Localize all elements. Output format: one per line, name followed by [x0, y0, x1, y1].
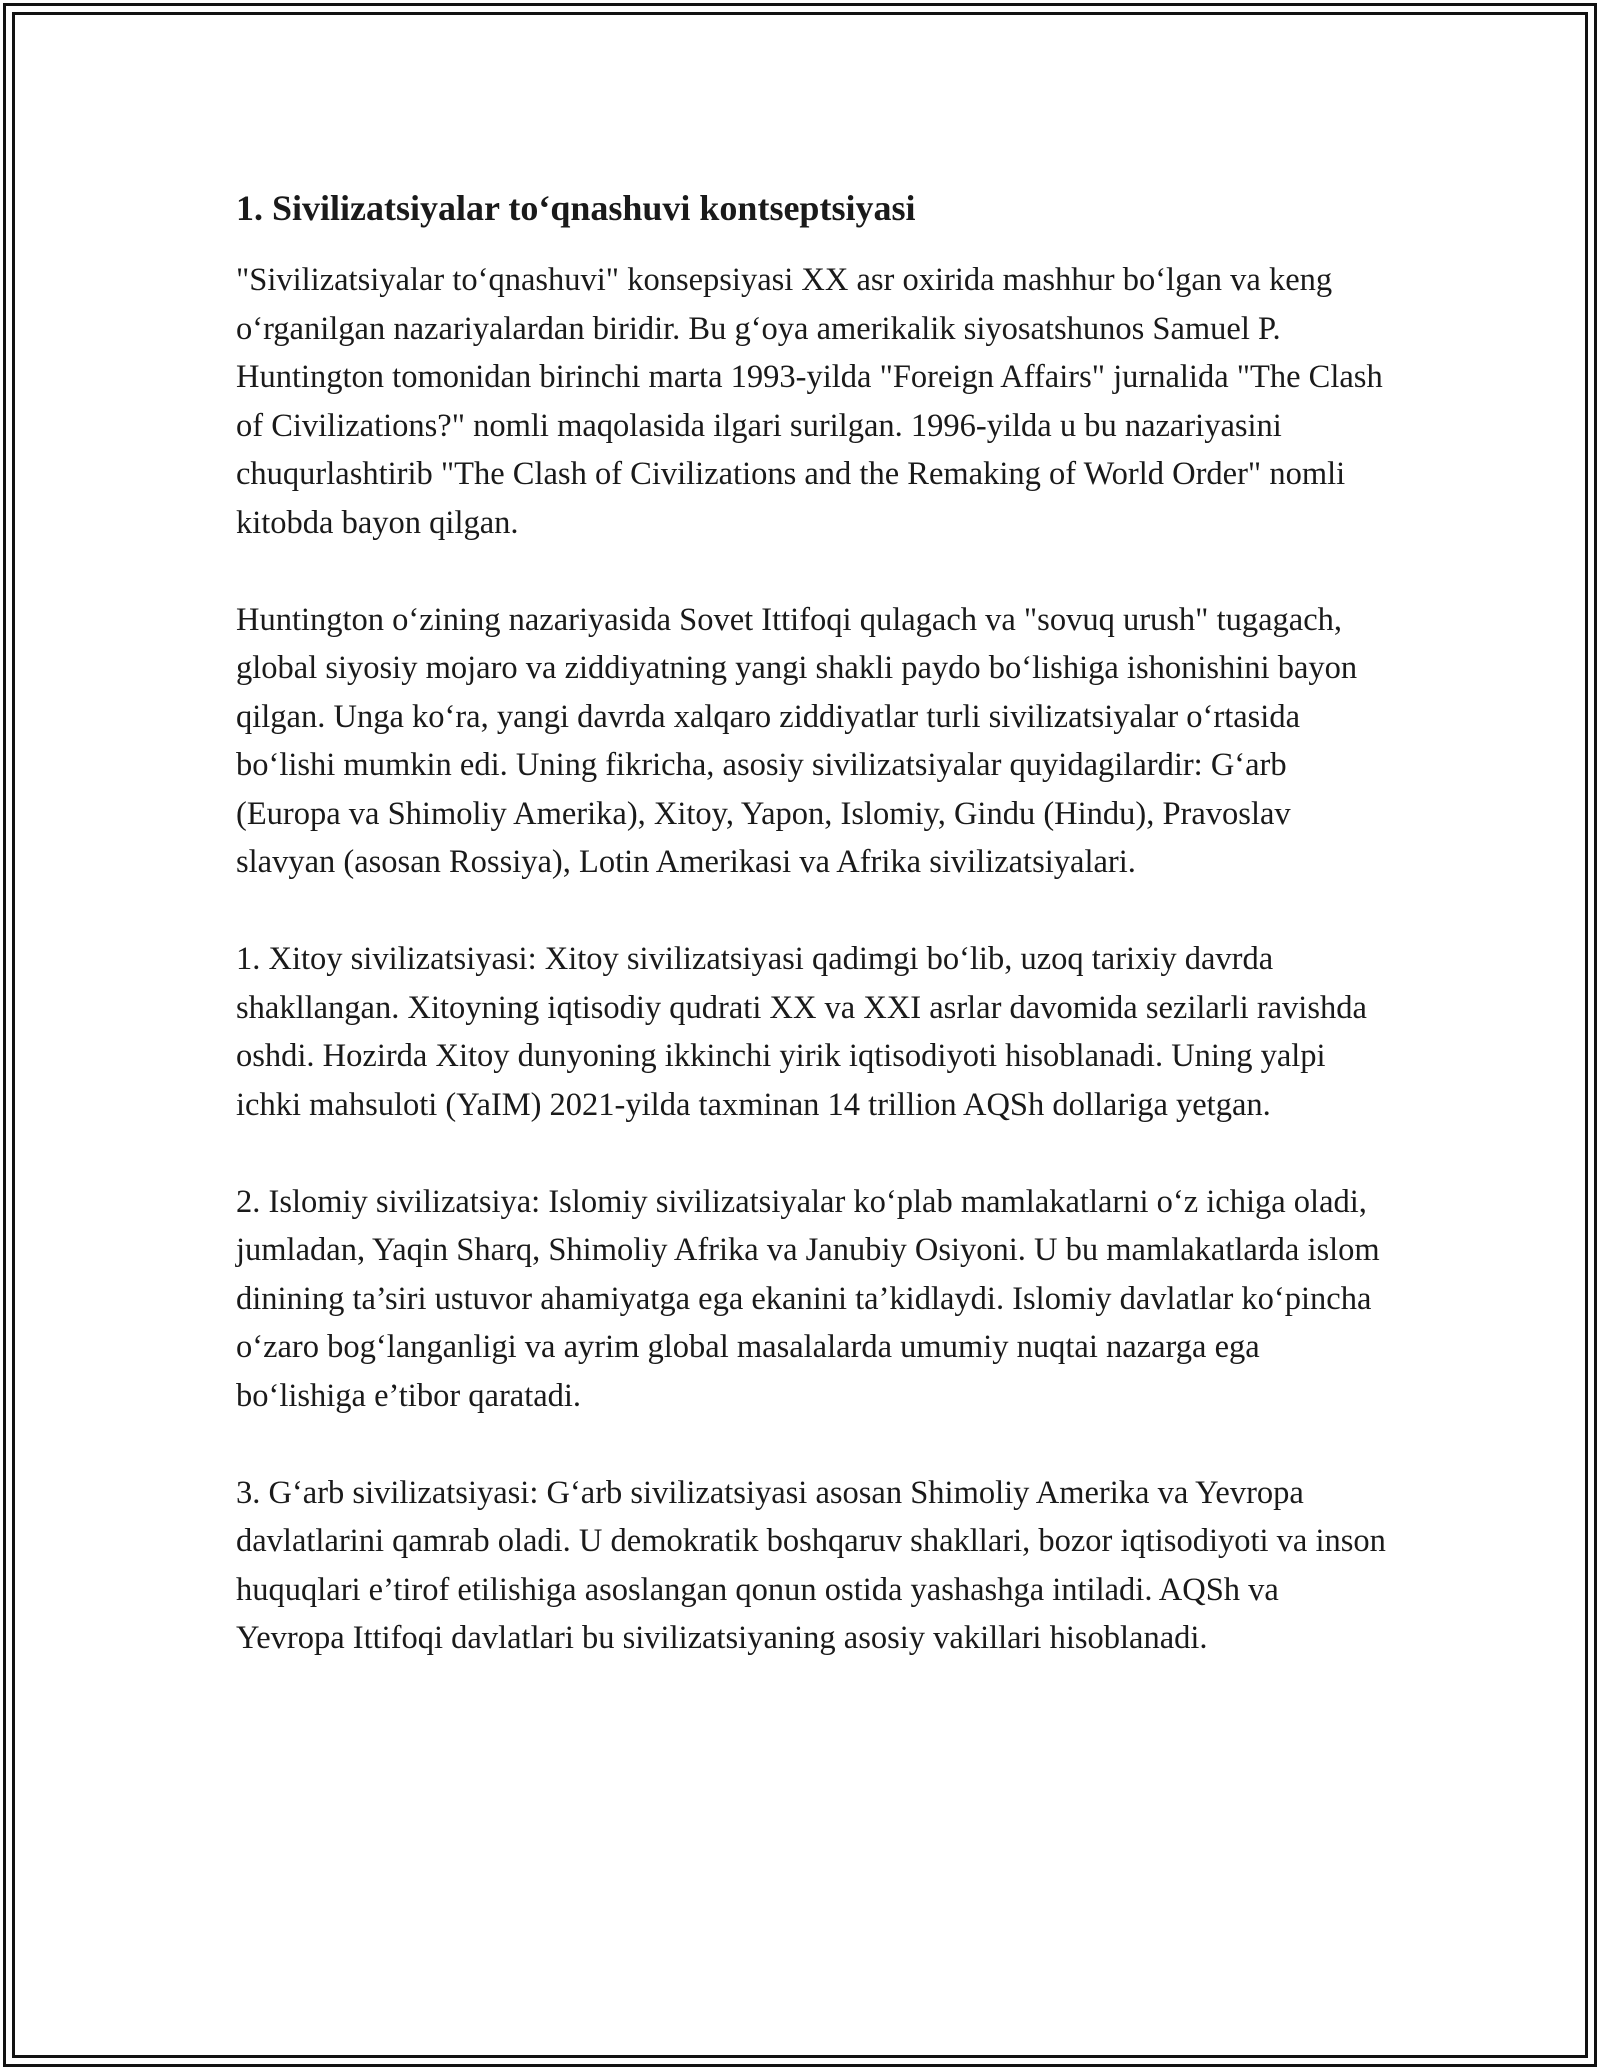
paragraph-chinese-civilization: 1. Xitoy sivilizatsiyasi: Xitoy sivilizatsiyasi qadimgi bo‘lib, uzoq tarixiy davrda shakllangan. Xitoyning iqtisodiy qudrati XX va XXI asrlar davomida sezilarli ravishda oshdi. Hozirda Xitoy dunyoning ikkinchi yirik iqtisodiyoti hisoblanadi. Uning yalpi ichki mahsuloti (YaIM) 2021-yilda taxminan 14 trillion AQSh dollariga yetgan. [236, 941, 1367, 1123]
document-body [236, 186, 1386, 1711]
section-heading: 1. Sivilizatsiyalar to‘qnashuvi kontseptsiyasi [236, 188, 916, 228]
paragraph-intro: "Sivilizatsiyalar to‘qnashuvi" konsepsiyasi XX asr oxirida mashhur bo‘lgan va keng o‘rganilgan nazariyalardan biridir. Bu g‘oya amerikalik siyosatshunos Samuel P. Huntington tomonidan birinchi marta 1993-yilda "Foreign Affairs" jurnalida "The Clash of Civilizations?" nomli maqolasida ilgari surilgan. 1996-yilda u bu nazariyasini chuqurlashtirib "The Clash of Civilizations and the Remaking of World Order" nomli kitobda bayon qilgan. [236, 262, 1383, 541]
paragraph-islamic-civilization: 2. Islomiy sivilizatsiya: Islomiy sivilizatsiyalar ko‘plab mamlakatlarni o‘z ichiga oladi, jumladan, Yaqin Sharq, Shimoliy Afrika va Janubiy Osiyoni. U bu mamlakatlarda islom dinining ta’siri ustuvor ahamiyatga ega ekanini ta’kidlaydi. Islomiy davlatlar ko‘pincha o‘zaro bog‘langanligi va ayrim global masalalarda umumiy nuqtai nazarga ega bo‘lishiga e’tibor qaratadi. [236, 1183, 1380, 1414]
paragraph-huntington-theory: Huntington o‘zining nazariyasida Sovet Ittifoqi qulagach va "sovuq urush" tugagach, global siyosiy mojaro va ziddiyatning yangi shakli paydo bo‘lishiga ishonishini bayon qilgan. Unga ko‘ra, yangi davrda xalqaro ziddiyatlar turli sivilizatsiyalar o‘rtasida bo‘lishi mumkin edi. Uning fikricha, asosiy sivilizatsiyalar quyidagilardir: G‘arb (Europa va Shimoliy Amerika), Xitoy, Yapon, Islomiy, Gindu (Hindu), Pravoslav slavyan (asosan Rossiya), Lotin Amerikasi va Afrika sivilizatsiyalari. [236, 601, 1358, 880]
paragraph-western-civilization: 3. G‘arb sivilizatsiyasi: G‘arb sivilizatsiyasi asosan Shimoliy Amerika va Yevropa davlatlarini qamrab oladi. U demokratik boshqaruv shakllari, bozor iqtisodiyoti va inson huquqlari e’tirof etilishiga asoslangan qonun ostida yashashga intiladi. AQSh va Yevropa Ittifoqi davlatlari bu sivilizatsiyaning asosiy vakillari hisoblanadi. [236, 1474, 1386, 1656]
